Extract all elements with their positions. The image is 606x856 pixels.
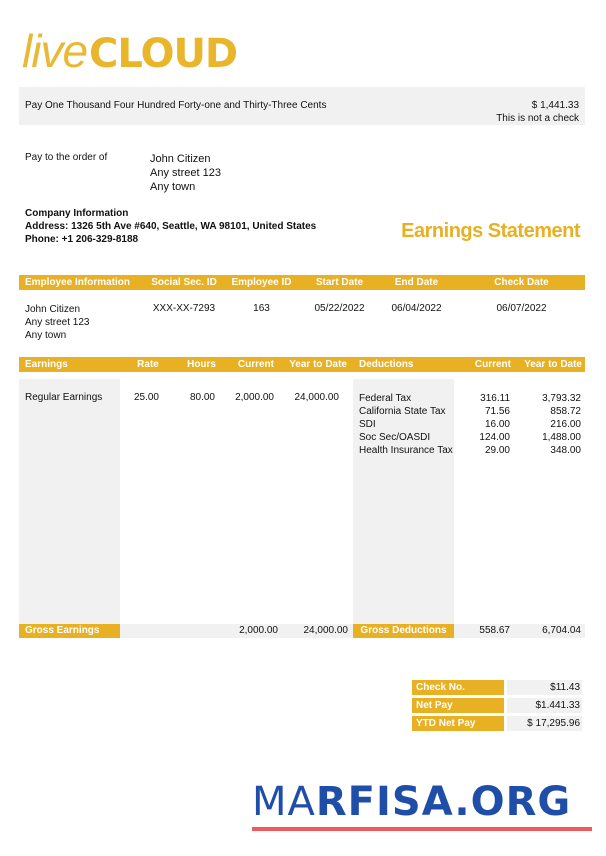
gross-deductions-label-cell	[353, 624, 454, 638]
not-a-check-note: This is not a check	[496, 113, 579, 124]
gross-deductions-ytd: 6,704.04	[542, 625, 581, 636]
pay-summary	[412, 680, 582, 731]
marfisa-watermark	[252, 779, 572, 825]
payee-block	[150, 152, 221, 194]
deduction-name: SDI	[359, 419, 376, 430]
pay-to-label: Pay to the order of	[25, 152, 108, 163]
end-date: 06/04/2022	[391, 303, 442, 314]
summary-row-ytd-net-pay	[412, 716, 582, 731]
summary-value: $1.441.33	[507, 698, 582, 713]
header-ded-current: Current	[474, 359, 511, 370]
earnings-row	[19, 392, 349, 405]
pay-amount-bar	[19, 87, 585, 125]
deduction-name: California State Tax	[359, 406, 446, 417]
deduction-row	[353, 444, 585, 457]
header-earnings: Earnings	[25, 359, 68, 370]
watermark-bold: RFISA.ORG	[315, 779, 572, 825]
header-check-date: Check Date	[494, 277, 549, 288]
employee-town: Any town	[25, 330, 67, 341]
summary-row-net-pay	[412, 698, 582, 713]
deduction-ytd: 858.72	[550, 406, 581, 417]
logo-cloud-text: CLOUD	[89, 31, 238, 77]
earning-rate: 25.00	[133, 392, 159, 403]
amount-in-words: Pay One Thousand Four Hundred Forty-one and Thirty-Three Cents	[25, 100, 327, 111]
deduction-current: 124.00	[479, 432, 510, 443]
header-hours: Hours	[187, 359, 216, 370]
company-info	[25, 207, 316, 246]
employee-row	[19, 303, 585, 343]
employee-id: 163	[253, 303, 270, 314]
gross-earnings-label-cell	[19, 624, 120, 638]
header-deductions: Deductions	[359, 359, 414, 370]
watermark-underline	[252, 827, 592, 831]
deductions-list	[353, 392, 585, 457]
company-phone: Phone: +1 206-329-8188	[25, 234, 139, 245]
header-ded-ytd: Year to Date	[524, 359, 582, 370]
gross-deductions-current: 558.67	[479, 625, 510, 636]
employee-name: John Citizen	[25, 304, 81, 315]
summary-label: YTD Net Pay	[412, 716, 504, 731]
earning-current: 2,000.00	[235, 392, 274, 403]
header-ssn: Social Sec. ID	[151, 277, 217, 288]
header-current: Current	[237, 359, 274, 370]
pay-amount: $ 1,441.33	[531, 100, 579, 111]
deduction-name: Health Insurance Tax	[359, 445, 453, 456]
summary-label: Check No.	[412, 680, 504, 695]
header-employee-info: Employee Information	[25, 277, 131, 288]
employee-street: Any street 123	[25, 317, 90, 328]
company-address: Address: 1326 5th Ave #640, Seattle, WA 98101, United States	[25, 221, 317, 232]
deduction-name: Soc Sec/OASDI	[359, 432, 431, 443]
employee-table-header	[19, 275, 585, 290]
deduction-ytd: 216.00	[550, 419, 581, 430]
header-end-date: End Date	[394, 277, 439, 288]
gross-deductions-label: Gross Deductions	[360, 625, 447, 636]
deduction-row	[353, 431, 585, 444]
header-rate: Rate	[137, 359, 159, 370]
gross-earnings-ytd: 24,000.00	[303, 625, 348, 636]
watermark-thin: MA	[252, 779, 316, 825]
deduction-row	[353, 405, 585, 418]
deduction-ytd: 1,488.00	[542, 432, 581, 443]
earning-hours: 80.00	[189, 392, 215, 403]
livecloud-logo	[22, 25, 238, 77]
summary-row-check-no	[412, 680, 582, 695]
payee-name: John Citizen	[150, 153, 211, 165]
header-ytd: Year to Date	[289, 359, 347, 370]
company-title: Company Information	[25, 208, 129, 219]
deduction-row	[353, 418, 585, 431]
gross-earnings-label: Gross Earnings	[25, 625, 100, 636]
employee-ssn: XXX-XX-7293	[152, 303, 216, 314]
earning-name: Regular Earnings	[25, 392, 103, 403]
check-date: 06/07/2022	[496, 303, 547, 314]
summary-value: $ 17,295.96	[507, 716, 582, 731]
logo-live-text: live	[22, 25, 88, 77]
earnings-deductions-header	[19, 357, 585, 372]
header-start-date: Start Date	[315, 277, 364, 288]
start-date: 05/22/2022	[314, 303, 365, 314]
summary-value: $11.43	[507, 680, 582, 695]
deduction-current: 71.56	[484, 406, 510, 417]
deduction-row	[353, 392, 585, 405]
gross-earnings-current: 2,000.00	[239, 625, 278, 636]
earnings-name-panel	[19, 379, 120, 624]
earning-ytd: 24,000.00	[294, 392, 339, 403]
payee-street: Any street 123	[150, 167, 221, 179]
summary-label: Net Pay	[412, 698, 504, 713]
deduction-ytd: 3,793.32	[542, 393, 581, 404]
deduction-current: 29.00	[484, 445, 510, 456]
header-employee-id: Employee ID	[231, 277, 292, 288]
deduction-current: 16.00	[484, 419, 510, 430]
deduction-current: 316.11	[480, 393, 510, 404]
payee-town: Any town	[150, 181, 196, 193]
deduction-name: Federal Tax	[359, 393, 412, 404]
deduction-ytd: 348.00	[550, 445, 581, 456]
statement-title: Earnings Statement	[401, 220, 580, 242]
